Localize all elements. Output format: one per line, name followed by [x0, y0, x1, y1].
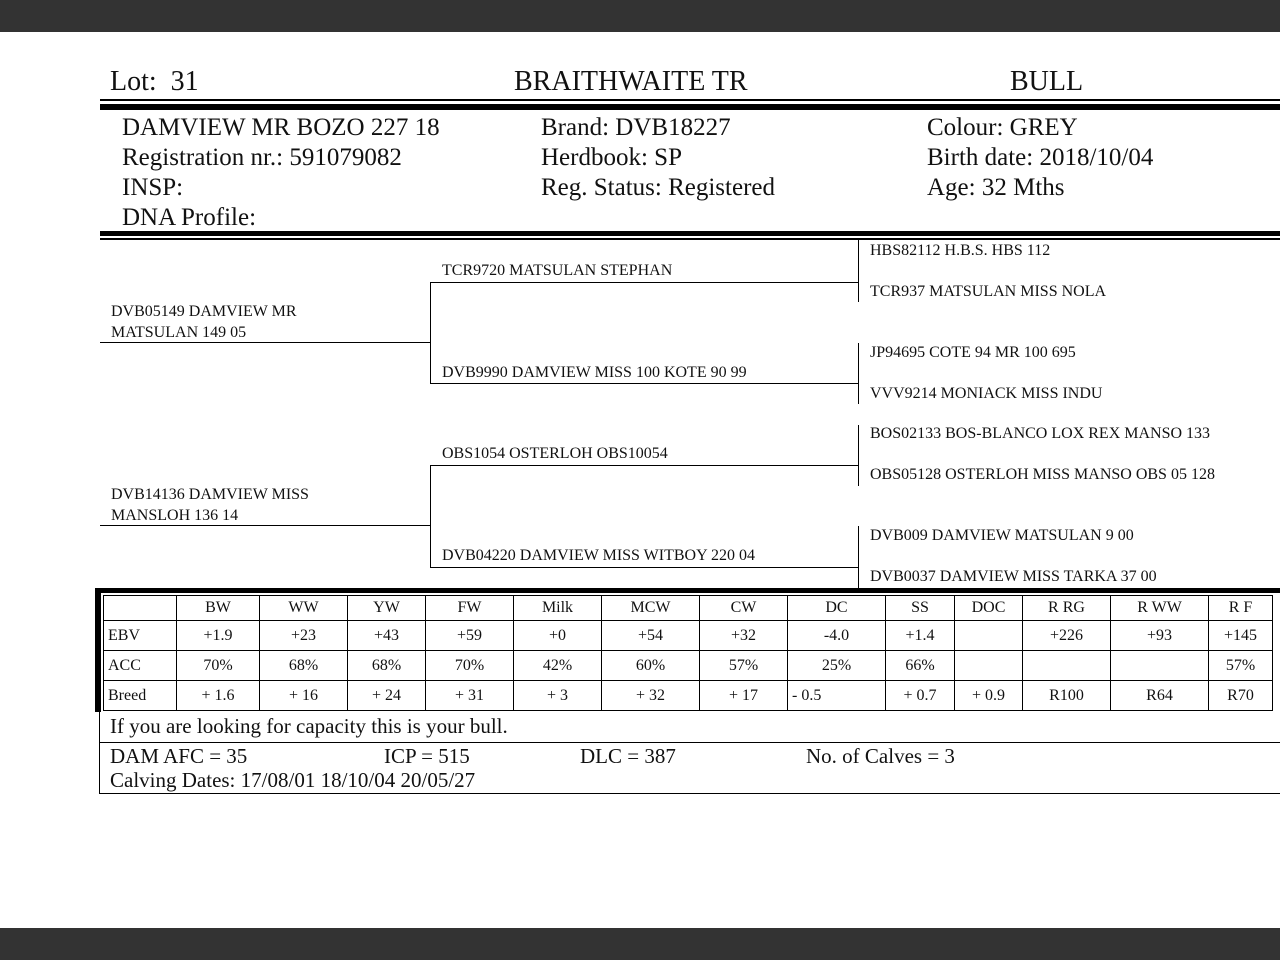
col-milk: Milk [514, 596, 602, 621]
pedigree-sire-sire: TCR9720 MATSULAN STEPHAN [442, 262, 673, 279]
pedigree-gen3-3: JP94695 COTE 94 MR 100 695 [870, 344, 1076, 361]
animal-name: DAMVIEW MR BOZO 227 18 [122, 114, 440, 141]
info-rule-thick [100, 231, 1280, 236]
age: Age: 32 Mths [927, 174, 1065, 201]
col-r-f: R F [1209, 596, 1273, 621]
col-cw: CW [700, 596, 788, 621]
animal-category: BULL [1010, 66, 1084, 97]
info-rule-thin [100, 238, 1280, 240]
col-mcw: MCW [602, 596, 700, 621]
pedigree-gen3-2: TCR937 MATSULAN MISS NOLA [870, 283, 1107, 300]
breeder-name: BRAITHWAITE TR [514, 66, 748, 97]
pedigree-gen3-4: VVV9214 MONIACK MISS INDU [870, 385, 1103, 402]
ebv-left-border [95, 588, 101, 712]
viewer-top-bar [0, 0, 1280, 32]
dna-profile-label: DNA Profile: [122, 204, 257, 231]
pedigree-dam-dam: DVB04220 DAMVIEW MISS WITBOY 220 04 [442, 547, 756, 564]
pedigree-gen3-7: DVB009 DAMVIEW MATSULAN 9 00 [870, 527, 1134, 544]
ebv-row: EBV +1.9 +23 +43 +59 +0 +54 +32 -4.0 +1.4 +226 +93 +145 [104, 621, 1273, 651]
lot-number: 31 [170, 66, 199, 97]
registration-number: Registration nr.: 591079082 [122, 144, 402, 171]
col-yw: YW [348, 596, 426, 621]
lot-label: Lot: 31 [110, 66, 199, 97]
dlc: DLC = 387 [580, 744, 676, 768]
col-r-ww: R WW [1111, 596, 1209, 621]
brand: Brand: DVB18227 [541, 114, 731, 141]
pedigree-sire-dam: DVB9990 DAMVIEW MISS 100 KOTE 90 99 [442, 364, 747, 381]
registration-status: Reg. Status: Registered [541, 174, 775, 201]
acc-row: ACC 70% 68% 68% 70% 42% 60% 57% 25% 66% 57% [104, 651, 1273, 681]
herdbook: Herdbook: SP [541, 144, 682, 171]
breed-avg-row: Breed + 1.6 + 16 + 24 + 31 + 3 + 32 + 17 - 0.5 + 0.7 + 0.9 R100 R64 R70 [104, 681, 1273, 711]
ebv-rule-thick [95, 588, 1280, 593]
ebv-header-row [104, 596, 1273, 621]
col-bw: BW [177, 596, 260, 621]
pedigree-dam-sire: OBS1054 OSTERLOH OBS10054 [442, 445, 668, 462]
pedigree-gen3-8: DVB0037 DAMVIEW MISS TARKA 37 00 [870, 568, 1157, 585]
pedigree-sire: DVB05149 DAMVIEW MR MATSULAN 149 05 [111, 303, 297, 341]
header-rule-thick [100, 104, 1280, 110]
col-r-rg: R RG [1023, 596, 1111, 621]
calving-dates: Calving Dates: 17/08/01 18/10/04 20/05/27 [110, 768, 476, 792]
col-fw: FW [426, 596, 514, 621]
comment-text: If you are looking for capacity this is your bull. [110, 714, 508, 738]
viewer-bottom-bar [0, 928, 1280, 960]
col-doc: DOC [955, 596, 1023, 621]
birth-date: Birth date: 2018/10/04 [927, 144, 1154, 171]
pedigree-dam: DVB14136 DAMVIEW MISS MANSLOH 136 14 [111, 486, 309, 524]
dam-afc: DAM AFC = 35 [110, 744, 248, 768]
insp-label: INSP: [122, 174, 184, 201]
header-rule-thin [100, 99, 1280, 101]
colour: Colour: GREY [927, 114, 1078, 141]
col-dc: DC [788, 596, 886, 621]
ebv-table [103, 595, 1273, 711]
col-ss: SS [886, 596, 955, 621]
col-ww: WW [260, 596, 348, 621]
pedigree-gen3-5: BOS02133 BOS-BLANCO LOX REX MANSO 133 [870, 425, 1211, 442]
pedigree-gen3-6: OBS05128 OSTERLOH MISS MANSO OBS 05 128 [870, 466, 1215, 483]
number-of-calves: No. of Calves = 3 [806, 744, 955, 768]
icp: ICP = 515 [384, 744, 470, 768]
pedigree-gen3-1: HBS82112 H.B.S. HBS 112 [870, 242, 1051, 259]
